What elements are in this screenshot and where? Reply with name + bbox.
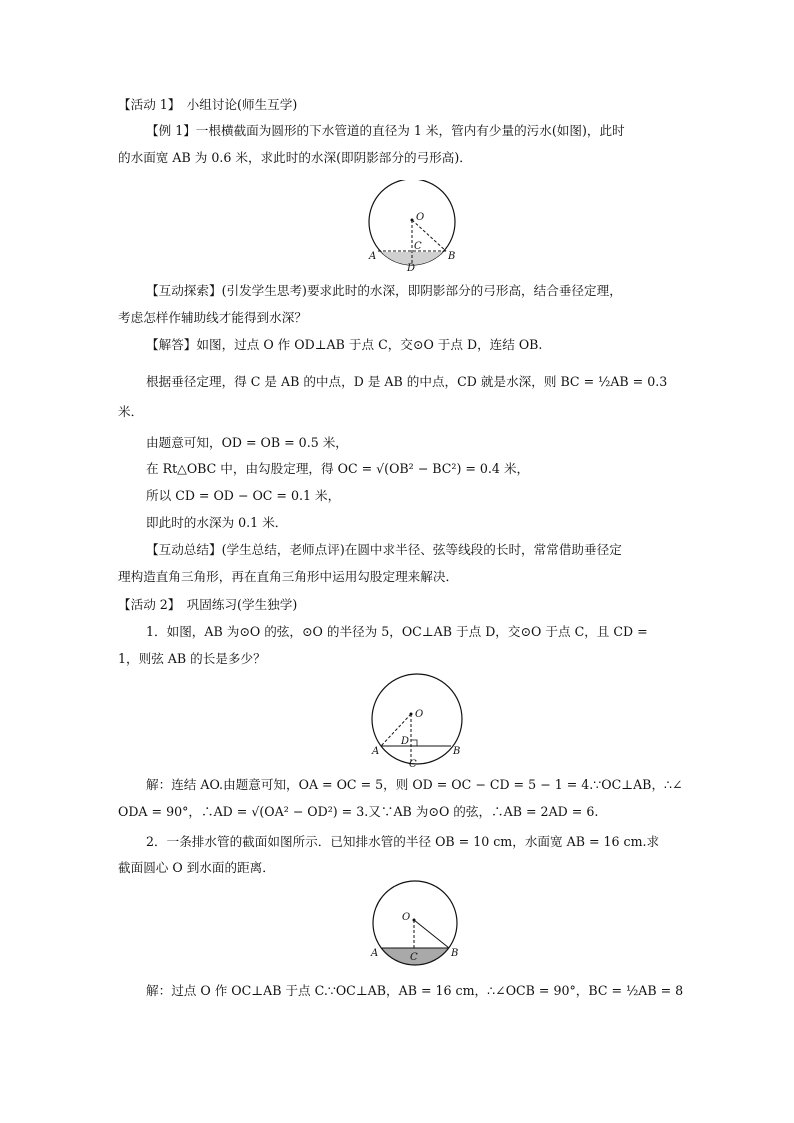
summary-line1: 【互动总结】(学生总结，老师点评)在圆中求半径、弦等线段的长时，常常借助垂径定 (146, 542, 622, 557)
example1-line2: 的水面宽 AB 为 0.6 米，求此时的水深(即阴影部分的弓形高)． (118, 150, 472, 165)
figure2-label-d: D (401, 736, 410, 747)
problem2-line1: 2．一条排水管的截面如图所示．已知排水管的半径 OB = 10 cm，水面宽 AB = 16 cm.求 (146, 834, 660, 849)
figure1-label-a: A (369, 251, 377, 262)
figure2-label-b: B (453, 746, 461, 757)
solution1-line2: 根据垂径定理，得 C 是 AB 的中点，D 是 AB 的中点，CD 就是水深，则 BC = ½AB = 0.3 (146, 374, 668, 389)
figure1-circle-diagram (362, 180, 468, 274)
figure1-label-o: O (416, 212, 425, 223)
solution1-line6: 所以 CD = OD − OC = 0.1 米， (146, 488, 341, 503)
solution1-line3: 米． (118, 404, 144, 419)
figure1-label-c: C (414, 241, 422, 252)
activity1-title: 【活动 1】 小组讨论(师生互学) (118, 97, 298, 112)
figure2-label-a: A (372, 746, 380, 757)
figure1-label-d: D (407, 263, 416, 274)
figure2-right-angle-mark (411, 740, 417, 746)
answer2-line1: 解：过点 O 作 OC⊥AB 于点 C.∵OC⊥AB，AB = 16 cm，∴∠OCB = 90°，BC = ½AB = 8 (146, 983, 684, 998)
problem2-line2: 截面圆心 O 到水面的距离． (118, 860, 275, 875)
solution1-line7: 即此时的水深为 0.1 米． (146, 515, 288, 530)
problem1-line2: 1，则弦 AB 的长是多少？ (118, 651, 266, 666)
figure3-center-dot (413, 919, 416, 922)
summary-line2: 理构造直角三角形，再在直角三角形中运用勾股定理来解决． (118, 569, 459, 584)
solution1-line4: 由题意可知，OD = OB = 0.5 米， (146, 435, 348, 450)
figure2-label-o: O (415, 709, 424, 720)
answer1-line2: ODA = 90°，∴AD = √(OA² − OD²) = 3.又∵AB 为⊙O 的弦，∴AB = 2AD = 6. (118, 804, 599, 819)
explore-line1: 【互动探索】(引发学生思考)要求此时的水深，即阴影部分的弓形高，结合垂径定理， (146, 283, 622, 298)
figure2-circle-diagram (365, 673, 465, 769)
problem1-line1: 1．如图，AB 为⊙O 的弦，⊙O 的半径为 5，OC⊥AB 于点 D，交⊙O 于点 C，且 CD = (146, 624, 648, 639)
figure3-ob-line (414, 920, 449, 948)
solution1-line5: 在 Rt△OBC 中，由勾股定理，得 OC = √(OB² − BC²) = 0.4 米， (146, 461, 530, 476)
figure3-label-o: O (402, 912, 411, 923)
figure1-center-dot (411, 219, 414, 222)
figure3-label-b: B (451, 948, 459, 959)
explore-line2: 考虑怎样作辅助线才能得到水深？ (118, 310, 307, 325)
solution1-line1: 【解答】如图，过点 O 作 OD⊥AB 于点 C，交⊙O 于点 D，连结 OB. (146, 337, 543, 352)
example1-line1: 【例 1】一根横截面为圆形的下水管道的直径为 1 米，管内有少量的污水(如图)，此时 (146, 123, 625, 138)
figure3-circle-diagram (365, 880, 465, 968)
figure2-center-dot (410, 713, 413, 716)
figure3-label-c: C (410, 952, 418, 963)
figure3-label-a: A (371, 948, 379, 959)
figure2-label-c: C (409, 759, 417, 769)
figure1-label-b: B (448, 251, 456, 262)
answer1-line1: 解：连结 AO.由题意可知，OA = OC = 5，则 OD = OC − CD = 5 − 1 = 4.∵OC⊥AB，∴∠ (146, 777, 683, 792)
activity2-title: 【活动 2】 巩固练习(学生独学) (118, 597, 298, 612)
